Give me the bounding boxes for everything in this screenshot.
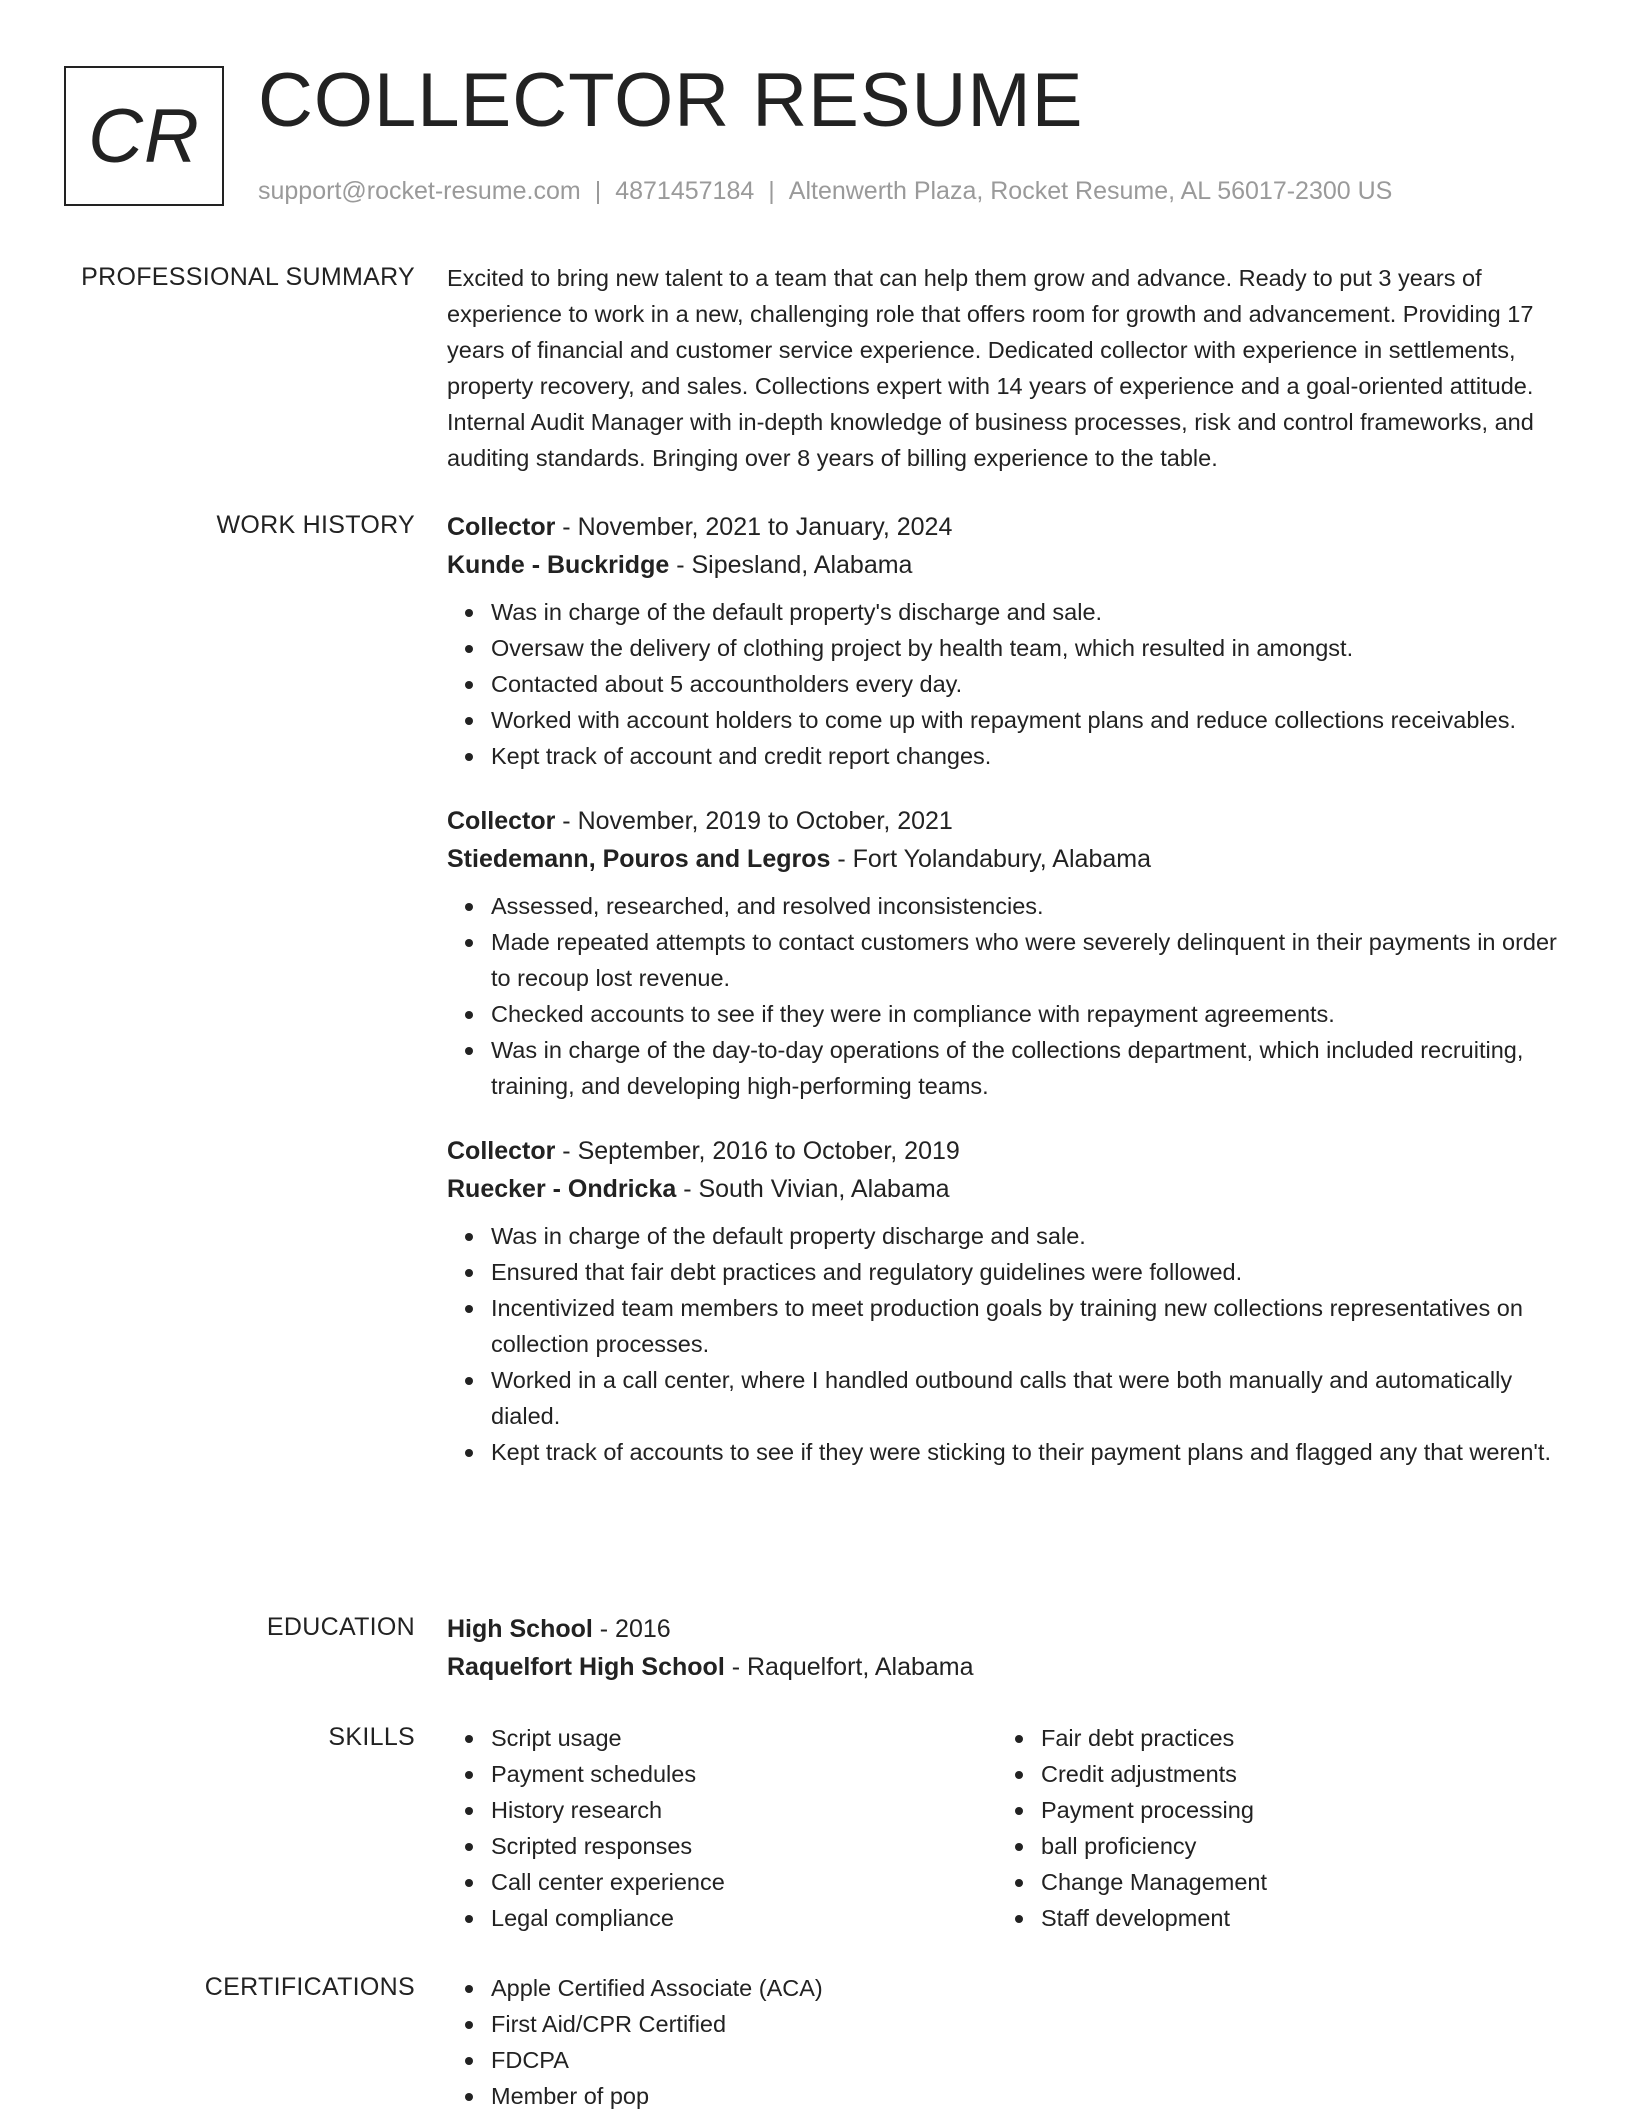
job-bullet: Oversaw the delivery of clothing project by health team, which resulted in amongst. (491, 630, 1567, 666)
job-bullet: Incentivized team members to meet production goals by training new collections representatives on collection processes. (491, 1290, 1567, 1362)
skill-item: Scripted responses (491, 1828, 997, 1864)
job-bullet: Made repeated attempts to contact customers who were severely delinquent in their payments in order to recoup lost revenue. (491, 924, 1567, 996)
job-bullet: Contacted about 5 accountholders every day. (491, 666, 1567, 702)
contact-line (258, 174, 1392, 208)
job-bullet: Ensured that fair debt practices and regulatory guidelines were followed. (491, 1254, 1567, 1290)
job-bullets (447, 1218, 1567, 1470)
contact-separator: | (768, 177, 775, 205)
certification-item: Apple Certified Associate (ACA) (491, 1970, 1567, 2006)
job-dates: - November, 2019 to October, 2021 (555, 807, 953, 835)
skill-item: Script usage (491, 1720, 997, 1756)
skills-label: SKILLS (328, 1723, 415, 1751)
summary-text: Excited to bring new talent to a team that can help them grow and advance. Ready to put 3 years of experience to work in a new, challenging role that offers room for growth and advancement. Providing 17 years of financial and customer service experience. Dedicated collector with experience in settlements, property recovery, and sales. Collections expert with 14 years of experience and a goal-oriented attitude. Internal Audit Manager with in-depth knowledge of business processes, risk and control frameworks, and auditing standards. Bringing over 8 years of billing experience to the table. (447, 265, 1534, 471)
certification-item: FDCPA (491, 2042, 1567, 2078)
certification-item: Member of pop (491, 2078, 1567, 2114)
job-title: Collector (447, 1137, 556, 1165)
job-bullets (447, 888, 1567, 1104)
work-history-label: WORK HISTORY (216, 511, 415, 539)
education-school-line (447, 1648, 1567, 1686)
work-history-body (447, 508, 1567, 1470)
monogram-box (64, 66, 224, 206)
skills-body (447, 1720, 1567, 1936)
education-school: Raquelfort High School (447, 1653, 725, 1681)
skill-item: Change Management (1041, 1864, 1547, 1900)
job-bullet: Was in charge of the default property discharge and sale. (491, 1218, 1567, 1254)
job-bullet: Checked accounts to see if they were in compliance with repayment agreements. (491, 996, 1567, 1032)
job-title: Collector (447, 807, 556, 835)
job-title-line (447, 1132, 1567, 1170)
contact-phone: 4871457184 (615, 177, 755, 205)
job-company-line (447, 546, 1567, 584)
job-bullet: Was in charge of the default property's discharge and sale. (491, 594, 1567, 630)
skill-item: Call center experience (491, 1864, 997, 1900)
job-bullet: Worked in a call center, where I handled outbound calls that were both manually and automatically dialed. (491, 1362, 1567, 1434)
job-bullet: Worked with account holders to come up with repayment plans and reduce collections receivables. (491, 702, 1567, 738)
job-company: Kunde - Buckridge (447, 551, 670, 579)
skills-list (997, 1720, 1547, 1936)
skill-item: Staff development (1041, 1900, 1547, 1936)
job-title-line (447, 508, 1567, 546)
job-location: - South Vivian, Alabama (676, 1175, 950, 1203)
skill-item: Credit adjustments (1041, 1756, 1547, 1792)
job-entry (447, 802, 1567, 1104)
certifications-list (447, 1970, 1567, 2114)
job-company: Stiedemann, Pouros and Legros (447, 845, 831, 873)
skills-column-2 (997, 1720, 1547, 1936)
certifications-body (447, 1970, 1567, 2114)
contact-email: support@rocket-resume.com (258, 177, 581, 205)
job-company-line (447, 840, 1567, 878)
education-degree: High School (447, 1615, 593, 1643)
skill-item: ball proficiency (1041, 1828, 1547, 1864)
monogram-initials: CR (88, 93, 200, 179)
contact-address: Altenwerth Plaza, Rocket Resume, AL 56017-2300 US (788, 177, 1393, 205)
certifications-label: CERTIFICATIONS (204, 1973, 415, 2001)
job-bullet: Kept track of accounts to see if they were sticking to their payment plans and flagged any that weren't. (491, 1434, 1567, 1470)
job-entry (447, 508, 1567, 774)
skill-item: Payment schedules (491, 1756, 997, 1792)
certification-item: First Aid/CPR Certified (491, 2006, 1567, 2042)
skill-item: Fair debt practices (1041, 1720, 1547, 1756)
education-degree-line (447, 1610, 1567, 1648)
skills-list (447, 1720, 997, 1936)
job-company: Ruecker - Ondricka (447, 1175, 677, 1203)
job-title-line (447, 802, 1567, 840)
job-location: - Fort Yolandabury, Alabama (830, 845, 1151, 873)
job-bullets (447, 594, 1567, 774)
skill-item: Legal compliance (491, 1900, 997, 1936)
contact-separator: | (594, 177, 602, 205)
job-title: Collector (447, 513, 556, 541)
job-entry (447, 1132, 1567, 1470)
education-year: - 2016 (592, 1615, 671, 1643)
summary-label: PROFESSIONAL SUMMARY (81, 263, 415, 291)
education-body (447, 1610, 1567, 1686)
skills-columns (447, 1720, 1567, 1936)
job-bullet: Kept track of account and credit report changes. (491, 738, 1567, 774)
job-dates: - November, 2021 to January, 2024 (555, 513, 953, 541)
education-location: - Raquelfort, Alabama (724, 1653, 974, 1681)
skills-column-1 (447, 1720, 997, 1936)
job-dates: - September, 2016 to October, 2019 (555, 1137, 960, 1165)
skill-item: Payment processing (1041, 1792, 1547, 1828)
job-bullet: Assessed, researched, and resolved inconsistencies. (491, 888, 1567, 924)
job-location: - Sipesland, Alabama (669, 551, 913, 579)
education-label: EDUCATION (266, 1613, 415, 1641)
skill-item: History research (491, 1792, 997, 1828)
job-company-line (447, 1170, 1567, 1208)
job-bullet: Was in charge of the day-to-day operations of the collections department, which included recruiting, training, and developing high-performing teams. (491, 1032, 1567, 1104)
summary-body (447, 260, 1567, 476)
resume-title: COLLECTOR RESUME (258, 58, 1084, 143)
